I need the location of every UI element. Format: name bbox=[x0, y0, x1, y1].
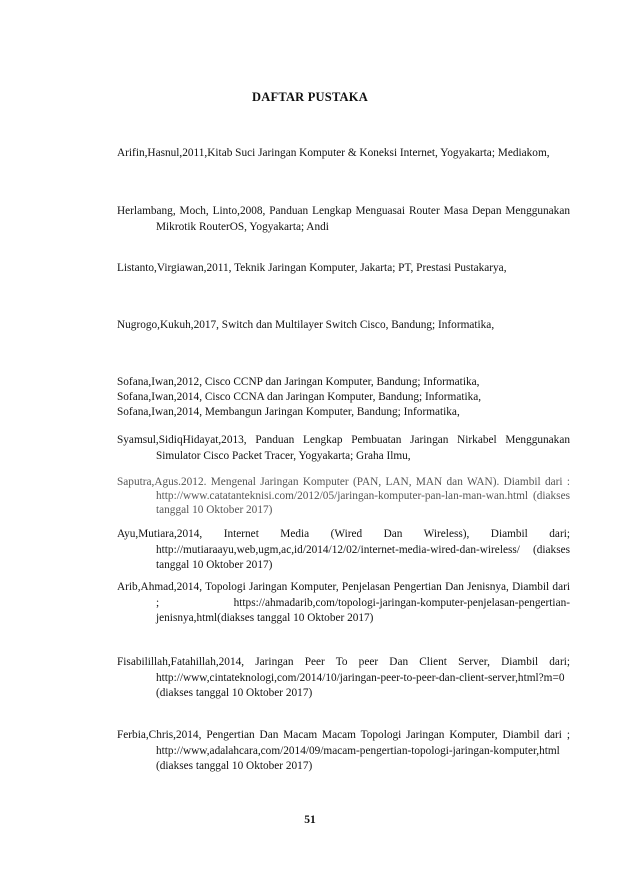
reference-entry-arib: Arib,Ahmad,2014, Topologi Jaringan Komputer, Penjelasan Pengertian Dan Jenisnya, Diambil dari ; https://ahmadarib,com/topologi-jaringan-komputer-penjelasan-pengertian-jenisnya,html(diakses tanggal 10 Oktober 2017) bbox=[117, 581, 570, 624]
reference-entry-arifin: Arifin,Hasnul,2011,Kitab Suci Jaringan Komputer & Koneksi Internet, Yogyakarta; Mediakom, bbox=[117, 147, 550, 159]
reference-entry-ayu: Ayu,Mutiara,2014, Internet Media (Wired Dan Wireless), Diambil dari; http://mutiaraayu,web,ugm,ac,id/2014/12/02/internet-media-wired-dan-wireless/ (diakses tanggal 10 Oktober 2017) bbox=[117, 528, 570, 571]
reference-entry-sofana-2012: Sofana,Iwan,2012, Cisco CCNP dan Jaringan Komputer, Bandung; Informatika, bbox=[117, 376, 480, 388]
reference-entry-nugroho: Nugrogo,Kukuh,2017, Switch dan Multilayer Switch Cisco, Bandung; Informatika, bbox=[117, 319, 495, 331]
page-title: DAFTAR PUSTAKA bbox=[252, 90, 368, 104]
page-number: 51 bbox=[304, 814, 316, 826]
reference-entry-sofana-2014-ccna: Sofana,Iwan,2014, Cisco CCNA dan Jaringan Komputer, Bandung; Informatika, bbox=[117, 391, 482, 403]
reference-entry-listanto: Listanto,Virgiawan,2011, Teknik Jaringan Komputer, Jakarta; PT, Prestasi Pustakarya, bbox=[117, 262, 507, 274]
reference-entry-syamsul: Syamsul,SidiqHidayat,2013, Panduan Lengkap Pembuatan Jaringan Nirkabel Menggunakan Simulator Cisco Packet Tracer, Yogyakarta; Graha Ilmu, bbox=[117, 434, 570, 462]
reference-entry-fisabilillah: Fisabilillah,Fatahillah,2014, Jaringan Peer To peer Dan Client Server, Diambil dari; http://www,cintateknologi,com/2014/10/jaringan-peer-to-peer-dan-client-server,html?m=0 (diakses tanggal 10 Oktober 2017) bbox=[117, 656, 570, 699]
reference-entry-ferbia: Ferbia,Chris,2014, Pengertian Dan Macam Macam Topologi Jaringan Komputer, Diambil dari ; http://www,adalahcara,com/2014/09/macam-pengertian-topologi-jaringan-komputer,html (diakses tanggal 10 Oktober 2017) bbox=[117, 729, 570, 772]
reference-entry-sofana-2014-membangun: Sofana,Iwan,2014, Membangun Jaringan Komputer, Bandung; Informatika, bbox=[117, 406, 460, 418]
reference-entry-herlambang: Herlambang, Moch, Linto,2008, Panduan Lengkap Menguasai Router Masa Depan Menggunakan Mikrotik RouterOS, Yogyakarta; Andi bbox=[117, 205, 570, 233]
reference-entry-saputra: Saputra,Agus.2012. Mengenal Jaringan Komputer (PAN, LAN, MAN dan WAN). Diambil dari : http://www.catatanteknisi.com/2012/05/jaringan-komputer-pan-lan-man-wan.html (diakses tanggal 10 Oktober 2017) bbox=[117, 476, 570, 517]
